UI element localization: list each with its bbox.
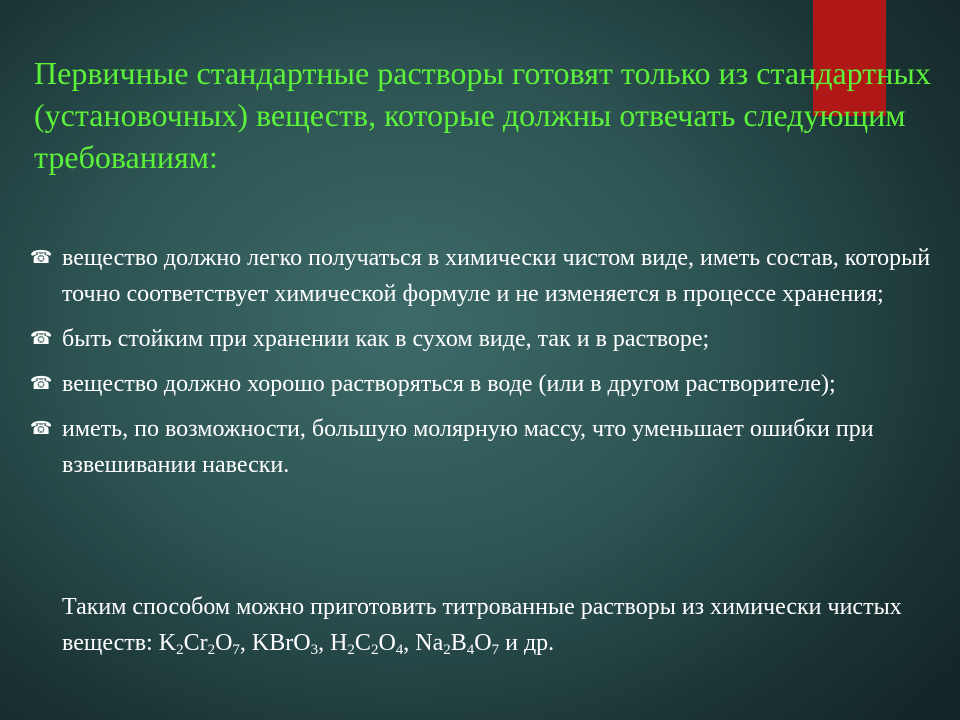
list-item [30, 321, 940, 357]
list-item [30, 411, 940, 483]
chemical-formula: $H_2C_2O_4$ [330, 630, 404, 658]
list-item-text: иметь, по возможности, большую молярную массу, что уменьшает ошибки при взвешивании навески. [62, 416, 874, 478]
closing-text: Таким способом можно приготовить титрованные растворы из химически чистых веществ: [62, 594, 902, 656]
chemical-formula: KBrO$_3$ [251, 630, 319, 658]
list-item-text: быть стойким при хранении как в сухом виде, так и в растворе; [62, 326, 710, 352]
list-item [30, 240, 940, 312]
chemical-formulas: $K_2Cr_2O_7$, KBrO$_3$, $H_2C_2O_4$, $Na_2B_4O_7$ [158, 630, 500, 658]
chemical-formula: $Na_2B_4O_7$ [415, 630, 500, 658]
telephone-icon: ☎ [30, 418, 53, 439]
telephone-icon: ☎ [30, 247, 53, 268]
telephone-icon: ☎ [30, 373, 53, 394]
closing-paragraph [62, 589, 942, 661]
closing-suffix: и др. [499, 630, 555, 656]
list-item-text: вещество должно легко получаться в химически чистом виде, иметь состав, который точно соответствует химической формуле и не изменяется в процессе хранения; [62, 245, 931, 307]
telephone-icon: ☎ [30, 328, 53, 349]
requirements-list [30, 240, 940, 492]
slide-title: Первичные стандартные растворы готовят только из стандартных (установочных) веществ, которые должны отвечать следующим требованиям: [34, 55, 931, 175]
list-item [30, 366, 940, 402]
chemical-formula: $K_2Cr_2O_7$ [158, 630, 240, 658]
list-item-text: вещество должно хорошо растворяться в воде (или в другом растворителе); [62, 371, 836, 397]
